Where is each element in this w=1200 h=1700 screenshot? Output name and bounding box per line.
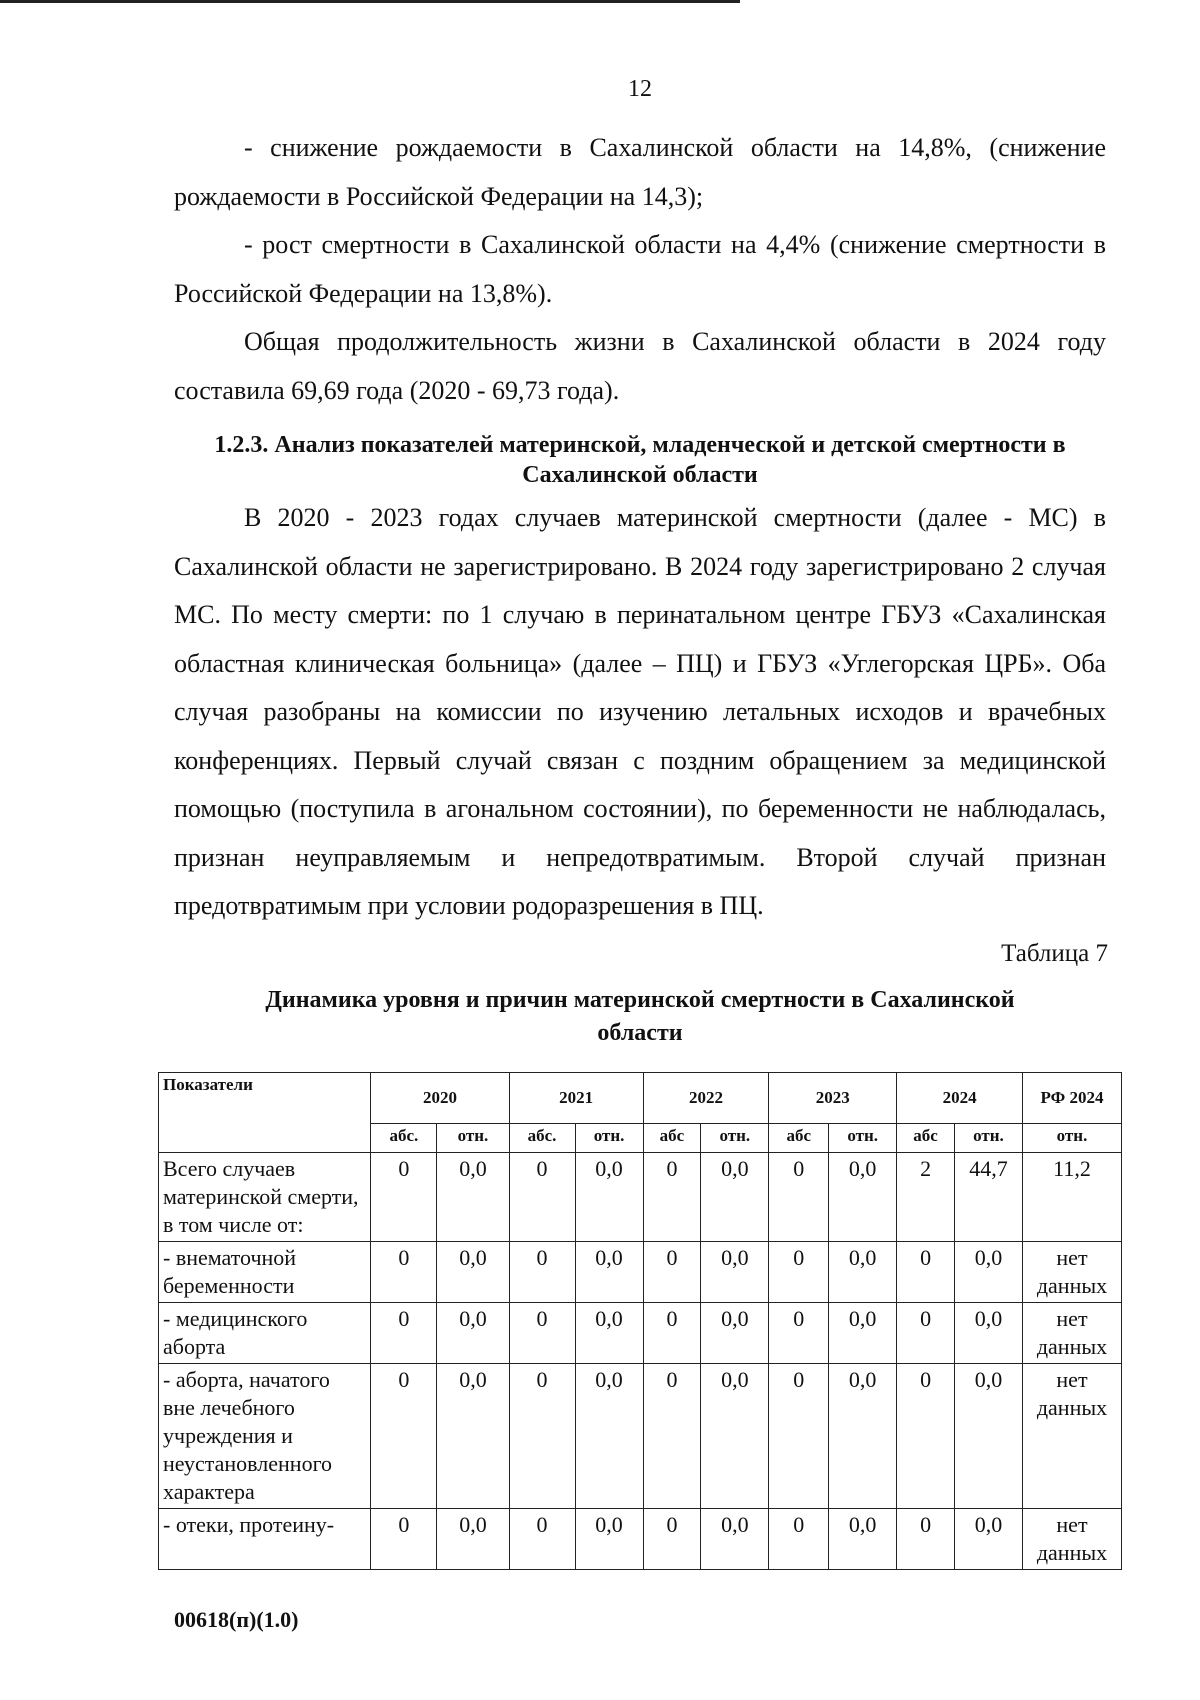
year-header: 2020: [371, 1073, 509, 1124]
table-cell: 0: [643, 1242, 701, 1303]
table-cell: 0: [643, 1303, 701, 1364]
table-row: [159, 1364, 1122, 1509]
row-label: - внематочной беременности: [159, 1242, 371, 1303]
table-row: [159, 1242, 1122, 1303]
rf-cell: нет данных: [1022, 1509, 1121, 1570]
table-cell: 44,7: [954, 1153, 1022, 1242]
table-cell: 0,0: [829, 1364, 897, 1509]
table-cell: 0,0: [829, 1153, 897, 1242]
table-cell: 0,0: [829, 1242, 897, 1303]
year-header: 2021: [509, 1073, 643, 1124]
table-cell: 0: [897, 1364, 955, 1509]
table-cell: 0,0: [701, 1153, 769, 1242]
subheader: отн.: [954, 1124, 1022, 1153]
table-cell: 0: [371, 1303, 437, 1364]
section-heading: 1.2.3. Анализ показателей материнской, младенческой и детской смертности в Сахалинской области: [214, 432, 1066, 488]
paragraph-maternal-mortality: В 2020 - 2023 годах случаев материнской смертности (далее - МС) в Сахалинской области не зарегистрировано. В 2024 году зарегистрировано 2 случая МС. По месту смерти: по 1 случаю в перинатальном центре ГБУЗ «Сахалинская областная клиническая больница» (далее – ПЦ) и ГБУЗ «Углегорская ЦРБ». Оба случая разобраны на комиссии по изучению летальных исходов и врачебных конференциях. Первый случай связан с поздним обращением за медицинской помощью (поступила в агональном состоянии), по беременности не наблюдалась, признан неуправляемым и непредотвратимым. Второй случай признан предотвратимым при условии родоразрешения в ПЦ.: [174, 503, 1106, 920]
table-cell: 0: [769, 1509, 829, 1570]
table-cell: 0: [769, 1364, 829, 1509]
table-cell: 0,0: [701, 1303, 769, 1364]
paragraph-mortality: - рост смертности в Сахалинской области на 4,4% (снижение смертности в Российской Федерации на 13,8%).: [174, 230, 1106, 308]
table-cell: 0: [371, 1242, 437, 1303]
table-cell: 0: [643, 1509, 701, 1570]
table-cell: 0: [897, 1509, 955, 1570]
table-cell: 0: [897, 1303, 955, 1364]
table-cell: 0: [509, 1364, 575, 1509]
table-cell: 0,0: [954, 1509, 1022, 1570]
rf-header: РФ 2024: [1022, 1073, 1121, 1124]
table-cell: 0: [769, 1303, 829, 1364]
subheader: абс.: [509, 1124, 575, 1153]
table-label: Таблица 7: [1001, 940, 1108, 967]
table-cell: 0,0: [701, 1364, 769, 1509]
subheader: абс: [897, 1124, 955, 1153]
table-cell: 0,0: [575, 1364, 643, 1509]
table-cell: 0,0: [437, 1509, 509, 1570]
table-cell: 0,0: [575, 1153, 643, 1242]
table-row: [159, 1509, 1122, 1570]
table-cell: 0: [769, 1153, 829, 1242]
subheader: отн.: [701, 1124, 769, 1153]
subheader: абс: [643, 1124, 701, 1153]
table-cell: 0: [371, 1153, 437, 1242]
subheader: абс: [769, 1124, 829, 1153]
table-cell: 0: [371, 1509, 437, 1570]
table-cell: 0,0: [437, 1153, 509, 1242]
subheader: отн.: [575, 1124, 643, 1153]
row-label: Всего случаев материнской смерти, в том числе от:: [159, 1153, 371, 1242]
document-code: 00618(п)(1.0): [174, 1607, 299, 1632]
table-cell: 0,0: [701, 1242, 769, 1303]
table-title: Динамика уровня и причин материнской смертности в Сахалинской области: [265, 987, 1015, 1046]
subheader: абс.: [371, 1124, 437, 1153]
table-cell: 0,0: [437, 1364, 509, 1509]
table-cell: 0: [509, 1242, 575, 1303]
table-cell: 0: [643, 1153, 701, 1242]
row-label: - медицинского аборта: [159, 1303, 371, 1364]
subheader: отн.: [1022, 1124, 1121, 1153]
maternal-mortality-table: [158, 1072, 1122, 1570]
table-cell: 0,0: [954, 1242, 1022, 1303]
table-cell: 0,0: [575, 1242, 643, 1303]
rf-cell: нет данных: [1022, 1303, 1121, 1364]
table-row: [159, 1303, 1122, 1364]
rf-cell: нет данных: [1022, 1364, 1121, 1509]
top-border-line: [0, 0, 740, 3]
table-cell: 0,0: [829, 1509, 897, 1570]
table-cell: 0: [371, 1364, 437, 1509]
table-cell: 0: [643, 1364, 701, 1509]
table-cell: 0,0: [575, 1509, 643, 1570]
year-header: 2022: [643, 1073, 769, 1124]
rf-cell: 11,2: [1022, 1153, 1121, 1242]
table-cell: 0: [897, 1242, 955, 1303]
table-cell: 0,0: [437, 1242, 509, 1303]
table-cell: 0: [509, 1303, 575, 1364]
table-cell: 0,0: [437, 1303, 509, 1364]
paragraph-life-expectancy: Общая продолжительность жизни в Сахалинской области в 2024 году составила 69,69 года (2020 - 69,73 года).: [174, 327, 1106, 405]
page-number: 12: [628, 76, 652, 102]
indicator-header: Показатели: [159, 1073, 371, 1153]
table-cell: 0,0: [954, 1303, 1022, 1364]
row-label: - аборта, начатого вне лечебного учреждения и неустановленного характера: [159, 1364, 371, 1509]
rf-cell: нет данных: [1022, 1242, 1121, 1303]
table-cell: 0: [509, 1509, 575, 1570]
table-cell: 0,0: [701, 1509, 769, 1570]
intro-paragraphs: [174, 124, 1106, 415]
row-label: - отеки, протеину-: [159, 1509, 371, 1570]
paragraph-birth-rate: - снижение рождаемости в Сахалинской области на 14,8%, (снижение рождаемости в Российской Федерации на 14,3);: [174, 133, 1106, 211]
table-cell: 0: [509, 1153, 575, 1242]
table-cell: 0,0: [954, 1364, 1022, 1509]
year-header: 2023: [769, 1073, 897, 1124]
year-header: 2024: [897, 1073, 1023, 1124]
subheader: отн.: [437, 1124, 509, 1153]
table-cell: 0: [769, 1242, 829, 1303]
table-cell: 0,0: [829, 1303, 897, 1364]
table-cell: 0,0: [575, 1303, 643, 1364]
subheader: отн.: [829, 1124, 897, 1153]
table-row: [159, 1153, 1122, 1242]
section-body: [174, 494, 1106, 931]
table-cell: 2: [897, 1153, 955, 1242]
